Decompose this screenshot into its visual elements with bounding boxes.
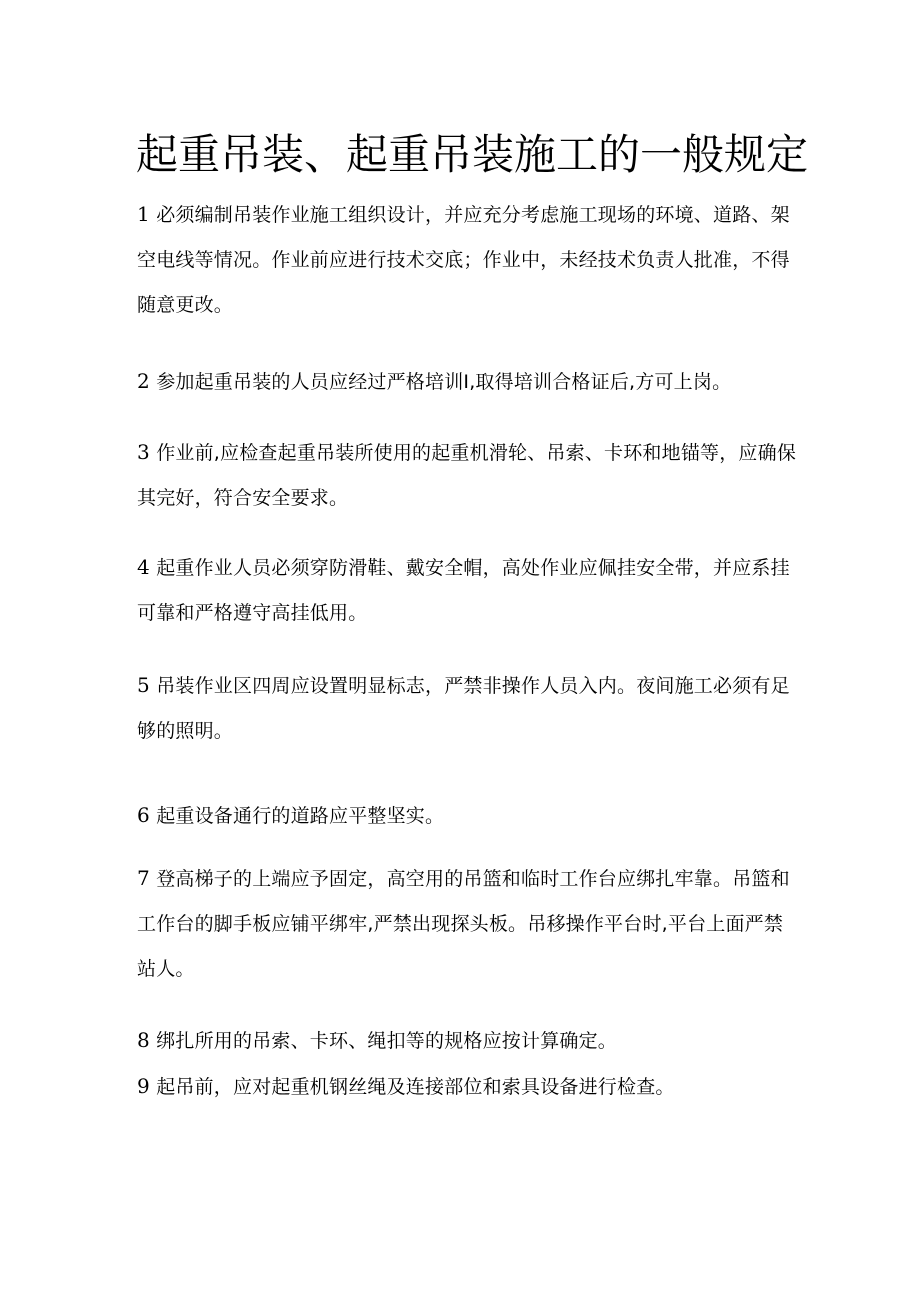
paragraph-7 — [137, 856, 797, 992]
paragraph-number: 4 — [137, 555, 150, 579]
paragraph-text: 参加起重吊装的人员应经过严格培训I,取得培训合格证后,方可上岗。 — [156, 371, 732, 393]
paragraph-text: 起吊前，应对起重机钢丝绳及连接部位和索具设备进行检查。 — [156, 1076, 675, 1098]
paragraph-1 — [137, 192, 797, 328]
paragraph-text: 起重作业人员必须穿防滑鞋、戴安全帽，高处作业应佩挂安全带，并应系挂可靠和严格遵守高挂低用。 — [137, 557, 790, 624]
paragraph-2 — [137, 359, 797, 405]
paragraph-3 — [137, 430, 797, 521]
paragraph-number: 7 — [137, 866, 150, 890]
paragraph-text: 绑扎所用的吊索、卡环、绳扣等的规格应按计算确定。 — [156, 1030, 617, 1052]
paragraph-8 — [137, 1018, 797, 1064]
paragraph-text: 吊装作业区四周应设置明显标志，严禁非操作人员入内。夜间施工必须有足够的照明。 — [137, 675, 790, 742]
paragraph-5 — [137, 663, 797, 754]
paragraph-text: 起重设备通行的道路应平整坚实。 — [156, 805, 445, 827]
paragraph-number: 1 — [137, 202, 150, 226]
paragraph-6 — [137, 793, 797, 839]
paragraph-number: 5 — [137, 673, 150, 697]
paragraph-number: 8 — [137, 1028, 150, 1052]
paragraph-text: 作业前,应检查起重吊装所使用的起重机滑轮、吊索、卡环和地锚等，应确保其完好，符合安全要求。 — [137, 442, 797, 509]
paragraph-number: 2 — [137, 369, 150, 393]
paragraph-text: 登高梯子的上端应予固定，高空用的吊篮和临时工作台应绑扎牢靠。吊篮和工作台的脚手板应铺平绑牢,严禁出现探头板。吊移操作平台时,平台上面严禁站人。 — [137, 868, 790, 980]
paragraph-4 — [137, 545, 797, 636]
paragraph-number: 9 — [137, 1074, 150, 1098]
paragraph-9 — [137, 1064, 797, 1110]
paragraph-number: 6 — [137, 803, 150, 827]
page-title: 起重吊装、起重吊装施工的一般规定 — [136, 130, 809, 179]
paragraph-number: 3 — [137, 440, 150, 464]
paragraph-text: 必须编制吊装作业施工组织设计，并应充分考虑施工现场的环境、道路、架空电线等情况。作业前应进行技术交底；作业中，未经技术负责人批准，不得随意更改。 — [137, 204, 790, 316]
